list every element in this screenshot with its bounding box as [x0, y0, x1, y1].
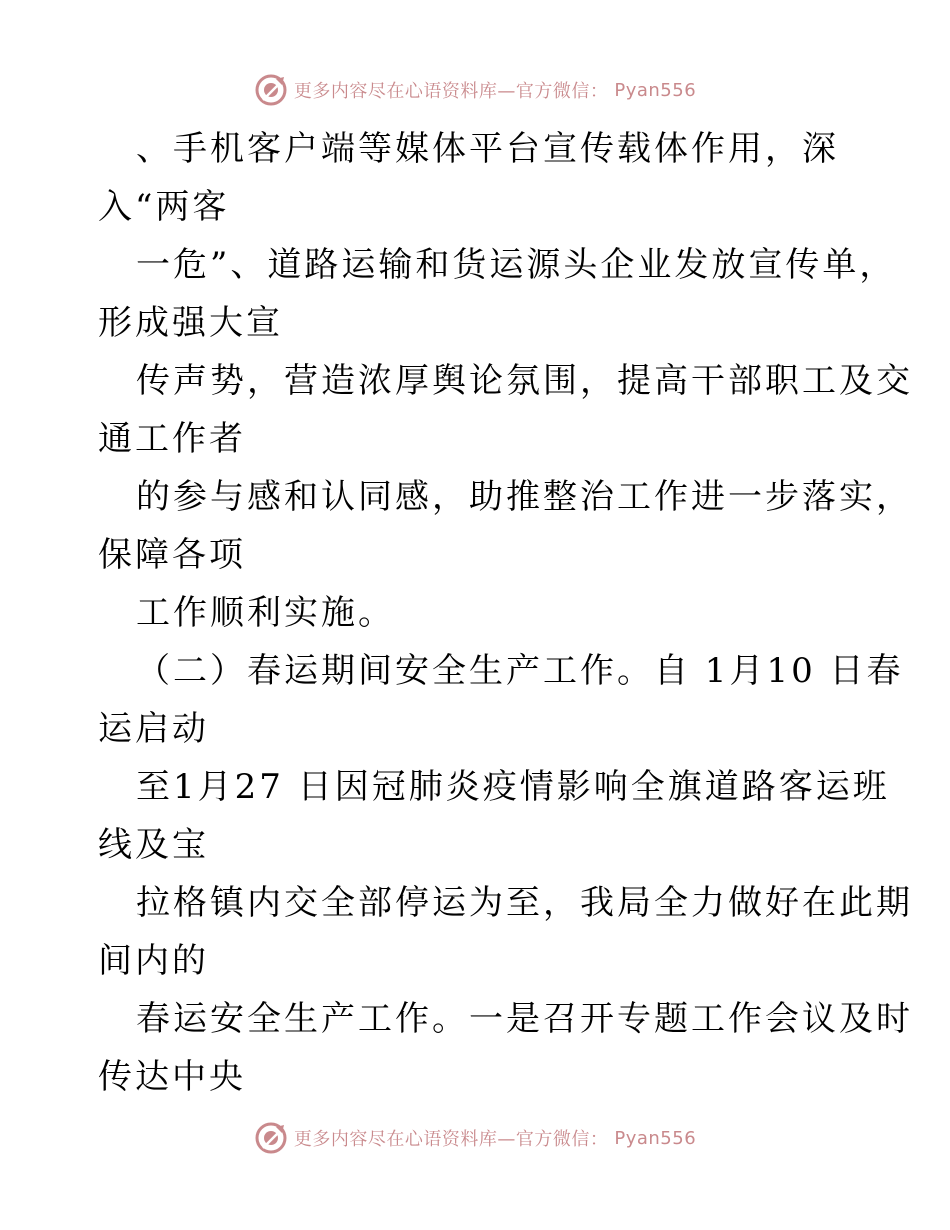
- text-line-15: 间内的: [98, 941, 209, 981]
- text-line-10: （二）春运期间安全生产工作。自 1月10 日春: [136, 651, 904, 691]
- watermark-handle: Pyan556: [614, 1127, 697, 1149]
- text-line-6: 通工作者: [98, 419, 246, 459]
- watermark-header: [0, 70, 950, 110]
- text-line-3: 一危”、道路运输和货运源头企业发放宣传单，: [136, 245, 897, 285]
- text-line-7: 的参与感和认同感，助推整治工作进一步落实，: [136, 477, 913, 517]
- text-line-5: 传声势，营造浓厚舆论氛围，提高干部职工及交: [136, 361, 913, 401]
- text-line-16: 春运安全生产工作。一是召开专题工作会议及时: [136, 999, 913, 1039]
- text-line-9: 工作顺利实施。: [136, 593, 395, 633]
- text-line-12: 至1月27 日因冠肺炎疫情影响全旗道路客运班: [136, 767, 890, 807]
- text-line-14: 拉格镇内交全部停运为至，我局全力做好在此期: [136, 883, 913, 923]
- watermark-text: 更多内容尽在心语资料库—官方微信：: [293, 81, 609, 102]
- watermark-footer: [0, 1118, 950, 1158]
- text-line-1: 、手机客户端等媒体平台宣传载体作用，深: [136, 129, 839, 169]
- text-line-2: 入“两客: [98, 187, 230, 227]
- watermark-text: 更多内容尽在心语资料库—官方微信：: [293, 1129, 609, 1150]
- watermark-handle: Pyan556: [614, 79, 697, 101]
- seal-logo-icon: [254, 73, 288, 107]
- text-line-17: 传达中央: [98, 1057, 246, 1097]
- text-line-11: 运启动: [98, 709, 209, 749]
- text-line-8: 保障各项: [98, 535, 246, 575]
- seal-logo-icon: [254, 1121, 288, 1155]
- text-line-4: 形成强大宣: [98, 303, 283, 343]
- text-line-13: 线及宝: [98, 825, 209, 865]
